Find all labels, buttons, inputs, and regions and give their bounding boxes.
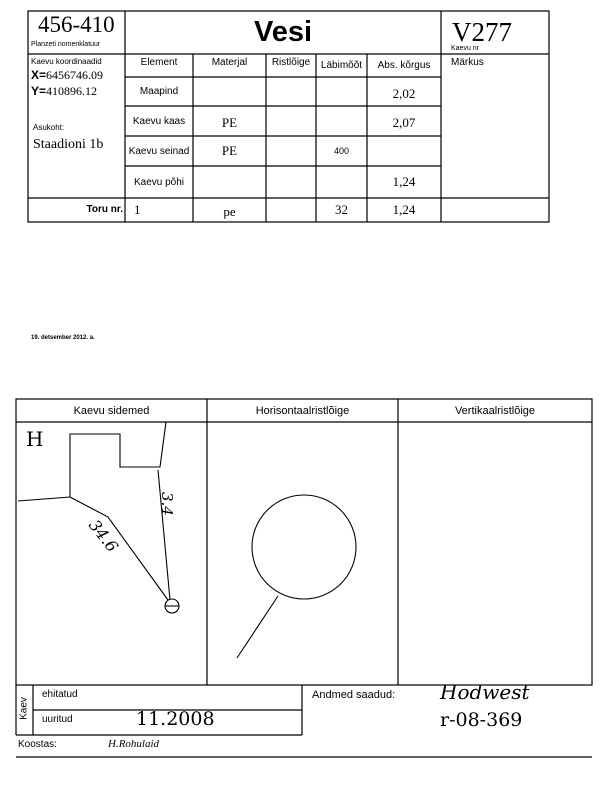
sheet-number: 456-410 xyxy=(38,12,115,37)
col-header-height: Abs. kõrgus xyxy=(377,60,431,71)
pipe-material: pe xyxy=(223,204,236,219)
signature: Hodwest xyxy=(440,680,530,704)
table-row-height: 2,07 xyxy=(392,115,416,130)
north-mark: H xyxy=(26,427,44,451)
page-title: Vesi xyxy=(253,16,313,48)
date-note: 19. detsember 2012. a. xyxy=(31,335,95,341)
coords-label: Kaevu koordinaadid xyxy=(31,57,102,66)
dimension-right: 3.4 xyxy=(158,492,176,516)
reference-number: r-08-369 xyxy=(440,709,523,731)
built-label: ehitatud xyxy=(42,689,78,700)
renewed-label: uuritud xyxy=(42,714,73,725)
col-header-element: Element xyxy=(140,57,178,68)
x-coordinate: X=6456746.09 xyxy=(31,68,104,82)
pipe-label: Toru nr. xyxy=(86,203,123,215)
col-header-material: Materjal xyxy=(211,57,248,68)
col-header-diameter: Läbimõõt xyxy=(320,60,363,71)
data-from-label: Andmed saadud: xyxy=(312,689,396,701)
col-header-section: Ristlõige xyxy=(271,57,311,68)
compiled-label: Koostas: xyxy=(18,739,57,750)
sheet-number-caption: Planzeti nomenklatuur xyxy=(31,41,101,48)
table-row-height: 1,24 xyxy=(392,174,416,189)
table-row-element: Kaevu põhi xyxy=(133,176,185,188)
table-row-element: Maapind xyxy=(139,86,179,97)
col-header-notes: Märkus xyxy=(451,57,484,68)
sketch-header-vertical: Vertikaalristlõige xyxy=(454,404,536,417)
table-row-height: 2,02 xyxy=(392,86,416,101)
table-row-element: Kaevu seinad xyxy=(128,145,190,157)
sketch-header-connections: Kaevu sidemed xyxy=(73,404,150,417)
address-label: Asukoht: xyxy=(33,123,65,132)
pipe-diameter: 32 xyxy=(335,202,348,217)
table-row-diameter: 400 xyxy=(333,146,350,156)
y-coordinate: Y=410896.12 xyxy=(31,84,98,98)
section-label-kaev: Kaev xyxy=(18,697,30,720)
address-value: Staadioni 1b xyxy=(33,137,104,152)
well-id-caption: Kaevu nr xyxy=(451,45,480,52)
sketch-header-horizontal: Horisontaalristlõige xyxy=(255,404,350,417)
pipe-height: 1,24 xyxy=(392,202,416,217)
renewed-value: 11.2008 xyxy=(136,708,215,730)
table-row-material: PE xyxy=(221,115,238,130)
dimension-left: 34.6 xyxy=(85,516,122,556)
table-row-element: Kaevu kaas xyxy=(132,115,186,127)
horizontal-section-sketch xyxy=(237,495,356,658)
well-id: V277 xyxy=(452,17,512,47)
compiled-value: H.Rohulaid xyxy=(108,738,160,750)
pipe-number: 1 xyxy=(134,202,141,217)
table-row-material: PE xyxy=(221,143,238,158)
